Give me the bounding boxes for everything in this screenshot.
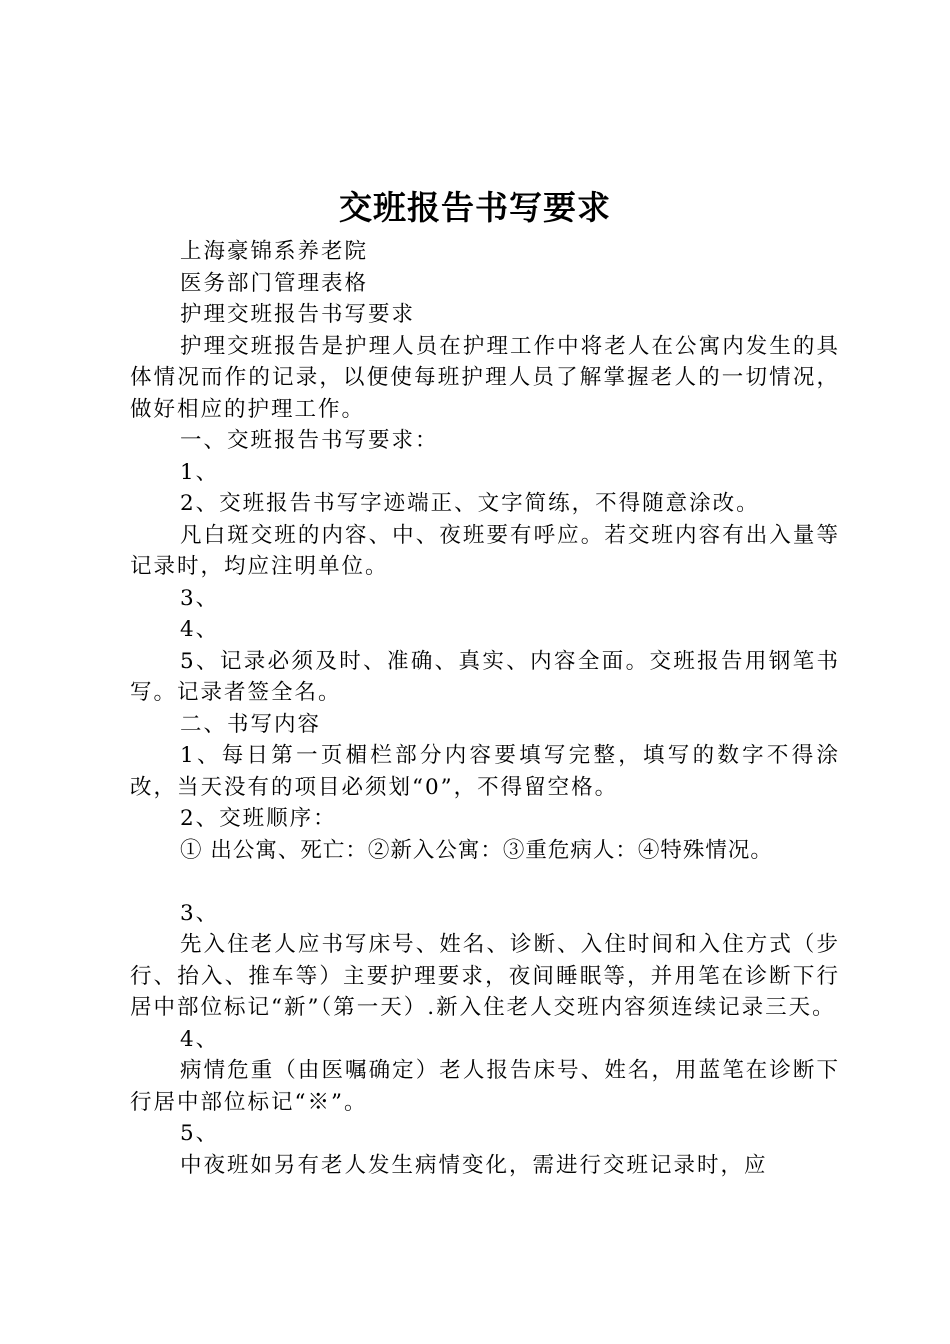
list-item: 3、 — [180, 900, 220, 926]
blank-line — [130, 866, 840, 898]
paragraph: 凡白斑交班的内容、中、夜班要有呼应。若交班内容有出入量等记录时，均应注明单位。 — [130, 522, 840, 579]
document-title: 交班报告书写要求 — [339, 188, 611, 227]
list-item: 4、 — [180, 1026, 220, 1052]
paragraph-subtitle: 护理交班报告书写要求 — [180, 302, 416, 327]
list-item: 1、 — [180, 459, 220, 485]
paragraph: 病情危重（由医嘱确定）老人报告床号、姓名，用蓝笔在诊断下行居中部位标记“※”。 — [130, 1058, 840, 1115]
list-item: 5、 — [180, 1121, 220, 1146]
paragraph-institution: 上海豪锦系养老院 — [180, 239, 369, 264]
paragraph: 中夜班如另有老人发生病情变化，需进行交班记录时，应 — [180, 1152, 768, 1178]
list-item: 2、交班顺序： — [180, 806, 337, 831]
paragraph: 先入住老人应书写床号、姓名、诊断、入住时间和入住方式（步行、抬入、推车等）主要护理要求，夜间睡眠等，并用笔在诊断下行居中部位标记“新”（第一天）.新入住老人交班内容须连续记录三天。 — [130, 932, 840, 1020]
section-heading-content: 二、书写内容 — [180, 711, 322, 737]
section-heading-requirements: 一、交班报告书写要求： — [180, 428, 439, 453]
list-item: 1、每日第一页楣栏部分内容要填写完整，填写的数字不得涂改，当天没有的项目必须划“0”，不得留空格。 — [130, 743, 840, 800]
list-item: 3、 — [180, 585, 220, 611]
paragraph-handover-order: ① 出公寓、死亡：②新入公寓：③重危病人：④特殊情况。 — [180, 837, 773, 863]
paragraph-intro: 护理交班报告是护理人员在护理工作中将老人在公寓内发生的具体情况而作的记录，以便使每班护理人员了解掌握老人的一切情况，做好相应的护理工作。 — [130, 333, 840, 422]
paragraph-department: 医务部门管理表格 — [180, 270, 369, 296]
list-item: 2、交班报告书写字迹端正、文字简练，不得随意涂改。 — [180, 491, 760, 516]
document-body — [130, 236, 840, 1181]
list-item: 4、 — [180, 617, 220, 642]
list-item: 5、记录必须及时、准确、真实、内容全面。交班报告用钢笔书写。记录者签全名。 — [130, 648, 840, 705]
